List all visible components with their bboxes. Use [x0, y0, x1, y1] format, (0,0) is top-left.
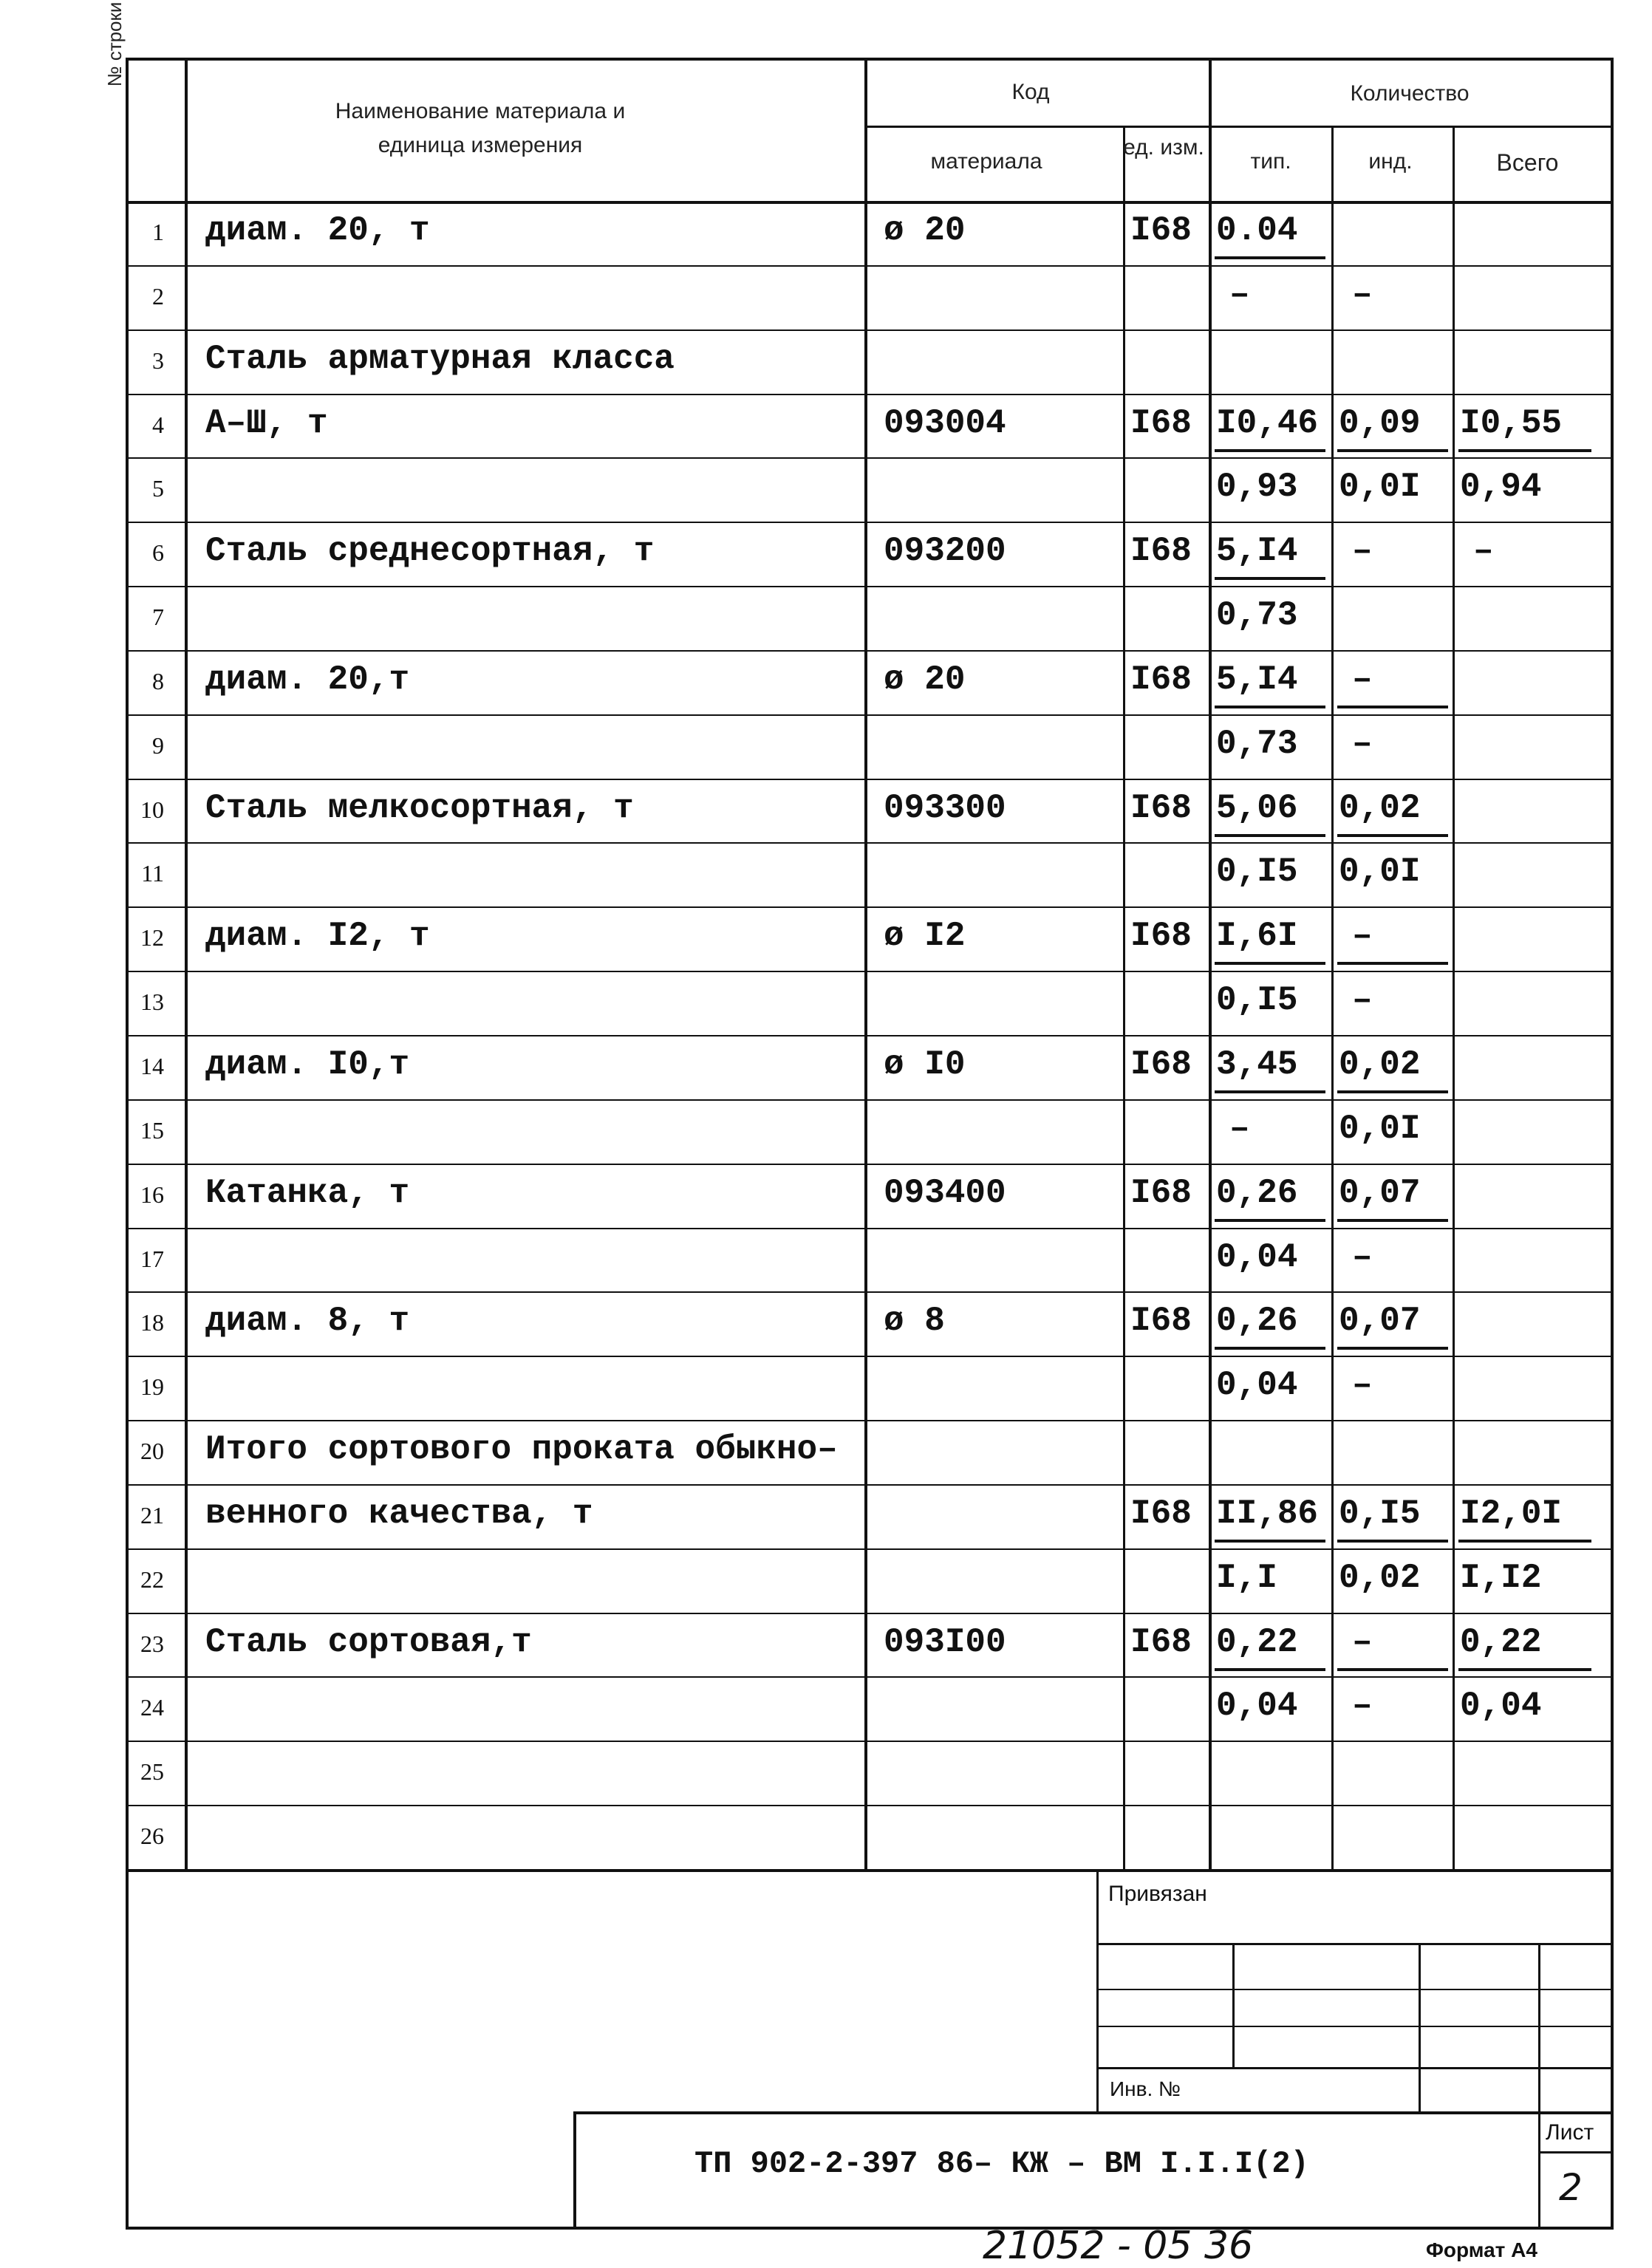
underline-ind [1337, 449, 1448, 452]
material-name: диам. I2, т [205, 917, 430, 955]
underline-ind [1337, 962, 1448, 965]
row-rule [126, 394, 1611, 395]
row-number: 17 [140, 1246, 164, 1272]
underline-total [1458, 449, 1591, 452]
stamp-right-rule [1611, 1869, 1614, 2230]
unit-code: I68 [1130, 211, 1192, 250]
material-name: диам. 20, т [205, 211, 430, 250]
archive-number: 21052 - 05 36 [983, 2224, 1254, 2268]
row-rule [126, 1228, 1611, 1229]
qty-ind: 0,0I [1339, 468, 1421, 506]
doc-code: ТП 902-2-397 86– КЖ – ВМ I.I.I(2) [694, 2146, 1309, 2182]
unit-code: I68 [1130, 1174, 1192, 1212]
qty-ind: – [1352, 1623, 1373, 1661]
qty-typ: 0,04 [1216, 1366, 1298, 1404]
row-rule [126, 329, 1611, 331]
row-number: 23 [140, 1630, 164, 1657]
col-rule [1453, 126, 1455, 1869]
sheet-row-rule [1538, 2151, 1611, 2153]
header-bottom-rule [126, 201, 1611, 204]
underline-typ [1215, 706, 1325, 708]
material-name: Сталь сортовая,т [205, 1623, 532, 1661]
qty-total: 0,94 [1460, 468, 1542, 506]
qty-ind: 0,09 [1339, 404, 1421, 443]
qty-ind: 0,0I [1339, 1110, 1421, 1148]
underline-ind [1337, 1668, 1448, 1671]
row-rule [126, 457, 1611, 459]
inv-no-label: Инв. № [1110, 2077, 1181, 2100]
qty-typ: 5,06 [1216, 789, 1298, 827]
stamp-bottom-rule [126, 2227, 1611, 2230]
unit-code: I68 [1130, 1302, 1192, 1340]
row-number: 9 [152, 732, 164, 759]
row-rule [126, 1613, 1611, 1614]
underline-typ [1215, 577, 1325, 580]
underline-ind [1337, 1219, 1448, 1222]
qty-typ: 0,I5 [1216, 853, 1298, 891]
underline-typ [1215, 256, 1325, 259]
col-rule [1123, 126, 1125, 1869]
material-name: диам. 8, т [205, 1302, 410, 1340]
row-number: 13 [140, 988, 164, 1015]
title-left-rule [573, 2111, 576, 2227]
row-number: 12 [140, 924, 164, 951]
material-code: ø 8 [884, 1302, 945, 1340]
qty-typ: 0,I5 [1216, 981, 1298, 1019]
row-number: 10 [140, 796, 164, 823]
qty-ind: 0,I5 [1339, 1495, 1421, 1533]
row-rule [126, 522, 1611, 523]
qty-typ: 0,26 [1216, 1174, 1298, 1212]
row-number: 15 [140, 1117, 164, 1144]
row-number: 11 [141, 860, 164, 887]
row-number: 1 [152, 219, 164, 245]
qty-typ: 0,04 [1216, 1238, 1298, 1277]
underline-ind [1337, 834, 1448, 837]
stamp-col-rule [1232, 1943, 1235, 2069]
row-number: 18 [140, 1309, 164, 1336]
unit-code: I68 [1130, 660, 1192, 699]
header-code: Код [1011, 80, 1050, 104]
unit-code: I68 [1130, 917, 1192, 955]
header-name: Наименование материала и единица измерения [335, 99, 626, 157]
header-material: материала [930, 149, 1042, 174]
material-code: 093400 [884, 1174, 1006, 1212]
row-rule [126, 971, 1611, 972]
row-rule [126, 779, 1611, 780]
col-rule [1331, 126, 1334, 1869]
underline-typ [1215, 1090, 1325, 1093]
stamp-row-rule [1096, 2067, 1611, 2069]
row-number: 16 [140, 1181, 164, 1208]
stamp-row-rule [1096, 2026, 1611, 2027]
material-name: А–Ш, т [205, 404, 328, 443]
qty-ind: – [1352, 532, 1373, 570]
qty-total: 0,22 [1460, 1623, 1542, 1661]
qty-ind: 0,07 [1339, 1174, 1421, 1212]
unit-code: I68 [1130, 789, 1192, 827]
qty-typ: – [1229, 1110, 1250, 1148]
stamp-left-rule [126, 1869, 129, 2227]
qty-ind: – [1352, 1238, 1373, 1277]
qty-ind: 0,02 [1339, 1559, 1421, 1597]
material-code: ø 20 [884, 211, 966, 250]
stamp-col-rule [1419, 1943, 1421, 2111]
row-rule [126, 1805, 1611, 1806]
row-rule [126, 1099, 1611, 1101]
row-number: 5 [152, 475, 164, 502]
row-number: 6 [152, 539, 164, 566]
qty-typ: – [1229, 276, 1250, 314]
qty-total: I,I2 [1460, 1559, 1542, 1597]
stamp-col-rule [1538, 1943, 1540, 2111]
header-ind: инд. [1368, 149, 1413, 174]
underline-typ [1215, 834, 1325, 837]
material-code: 093I00 [884, 1623, 1006, 1661]
row-rule [126, 714, 1611, 716]
qty-ind: – [1352, 1366, 1373, 1404]
format-label: Формат А4 [1426, 2238, 1537, 2261]
table-top-rule [126, 58, 1611, 61]
row-number: 7 [152, 604, 164, 630]
qty-ind: 0,02 [1339, 789, 1421, 827]
row-number: 8 [152, 668, 164, 694]
row-rule [126, 586, 1611, 587]
row-number: 22 [140, 1566, 164, 1593]
underline-total [1458, 1668, 1591, 1671]
row-number: 21 [140, 1502, 164, 1528]
row-number: 4 [152, 411, 164, 438]
qty-typ: 0,04 [1216, 1687, 1298, 1725]
qty-typ: 0,93 [1216, 468, 1298, 506]
underline-ind [1337, 1347, 1448, 1350]
stamp-row-rule [1096, 1989, 1611, 1990]
qty-typ: 5,I4 [1216, 532, 1298, 570]
row-number: 3 [152, 347, 164, 374]
material-code: ø 20 [884, 660, 966, 699]
row-rule [126, 906, 1611, 908]
material-name: диам. 20,т [205, 660, 410, 699]
qty-ind: 0,02 [1339, 1045, 1421, 1084]
qty-typ: 0,26 [1216, 1302, 1298, 1340]
qty-typ: 5,I4 [1216, 660, 1298, 699]
qty-typ: 0,73 [1216, 725, 1298, 763]
underline-typ [1215, 1668, 1325, 1671]
underline-ind [1337, 706, 1448, 708]
qty-typ: 0,22 [1216, 1623, 1298, 1661]
row-rule [126, 1741, 1611, 1742]
qty-typ: II,86 [1216, 1495, 1319, 1533]
qty-ind: – [1352, 660, 1373, 699]
row-number: 24 [140, 1694, 164, 1721]
sheet-col-rule [1538, 2111, 1540, 2227]
material-code: 093200 [884, 532, 1006, 570]
table-right-rule [1611, 58, 1614, 1872]
row-number: 20 [140, 1438, 164, 1464]
row-rule [126, 1356, 1611, 1357]
qty-ind: – [1352, 981, 1373, 1019]
table-bottom-rule [126, 1869, 1611, 1872]
header-typ: тип. [1250, 149, 1291, 174]
underline-typ [1215, 1540, 1325, 1543]
qty-total: I0,55 [1460, 404, 1563, 443]
qty-typ: 0,73 [1216, 596, 1298, 635]
underline-typ [1215, 1347, 1325, 1350]
header-row-no: № строки [103, 1, 126, 87]
qty-typ: I0,46 [1216, 404, 1319, 443]
row-number: 25 [140, 1758, 164, 1785]
underline-total [1458, 1540, 1591, 1543]
row-rule [126, 1420, 1611, 1421]
unit-code: I68 [1130, 404, 1192, 443]
qty-ind: – [1352, 725, 1373, 763]
unit-code: I68 [1130, 532, 1192, 570]
underline-typ [1215, 449, 1325, 452]
row-rule [126, 265, 1611, 267]
row-rule [126, 1164, 1611, 1165]
qty-typ: I,I [1216, 1559, 1277, 1597]
qty-ind: – [1352, 917, 1373, 955]
underline-typ [1215, 1219, 1325, 1222]
title-top-rule [573, 2111, 1611, 2114]
material-code: 093004 [884, 404, 1006, 443]
underline-ind [1337, 1090, 1448, 1093]
row-rule [126, 1676, 1611, 1678]
material-name: Итого сортового проката обыкно– [205, 1430, 838, 1469]
sheet-number: 2 [1559, 2166, 1583, 2209]
stamp-col-rule [1096, 1869, 1099, 2111]
qty-typ: 3,45 [1216, 1045, 1298, 1084]
qty-ind: – [1352, 1687, 1373, 1725]
unit-code: I68 [1130, 1623, 1192, 1661]
material-name: Катанка, т [205, 1174, 410, 1212]
sheet-label: Лист [1546, 2120, 1594, 2145]
header-mid-rule [864, 126, 1611, 128]
unit-code: I68 [1130, 1045, 1192, 1084]
row-number: 26 [140, 1823, 164, 1849]
row-rule [126, 842, 1611, 844]
row-rule [126, 1291, 1611, 1293]
material-name: Сталь мелкосортная, т [205, 789, 634, 827]
qty-typ: I,6I [1216, 917, 1298, 955]
underline-typ [1215, 962, 1325, 965]
material-name: Сталь среднесортная, т [205, 532, 655, 570]
qty-ind: – [1352, 276, 1373, 314]
header-total: Всего [1496, 149, 1559, 176]
row-number: 14 [140, 1053, 164, 1079]
row-rule [126, 1484, 1611, 1486]
header-unit: ед. изм. [1123, 135, 1204, 160]
material-code: 093300 [884, 789, 1006, 827]
material-code: ø I0 [884, 1045, 966, 1084]
material-name: венного качества, т [205, 1495, 593, 1533]
row-number: 19 [140, 1373, 164, 1400]
unit-code: I68 [1130, 1495, 1192, 1533]
header-quantity: Количество [1350, 81, 1470, 106]
row-rule [126, 1035, 1611, 1036]
qty-typ: 0.04 [1216, 211, 1298, 250]
qty-ind: 0,0I [1339, 853, 1421, 891]
stamp-row-rule [1096, 1943, 1611, 1945]
row-rule [126, 1548, 1611, 1550]
material-code: ø I2 [884, 917, 966, 955]
qty-ind: 0,07 [1339, 1302, 1421, 1340]
qty-total: – [1473, 532, 1494, 570]
row-rule [126, 650, 1611, 652]
material-name: Сталь арматурная класса [205, 340, 675, 378]
underline-ind [1337, 1540, 1448, 1543]
qty-total: I2,0I [1460, 1495, 1563, 1533]
row-number: 2 [152, 283, 164, 310]
attached-label: Привязан [1108, 1882, 1207, 1906]
material-name: диам. I0,т [205, 1045, 410, 1084]
qty-total: 0,04 [1460, 1687, 1542, 1725]
